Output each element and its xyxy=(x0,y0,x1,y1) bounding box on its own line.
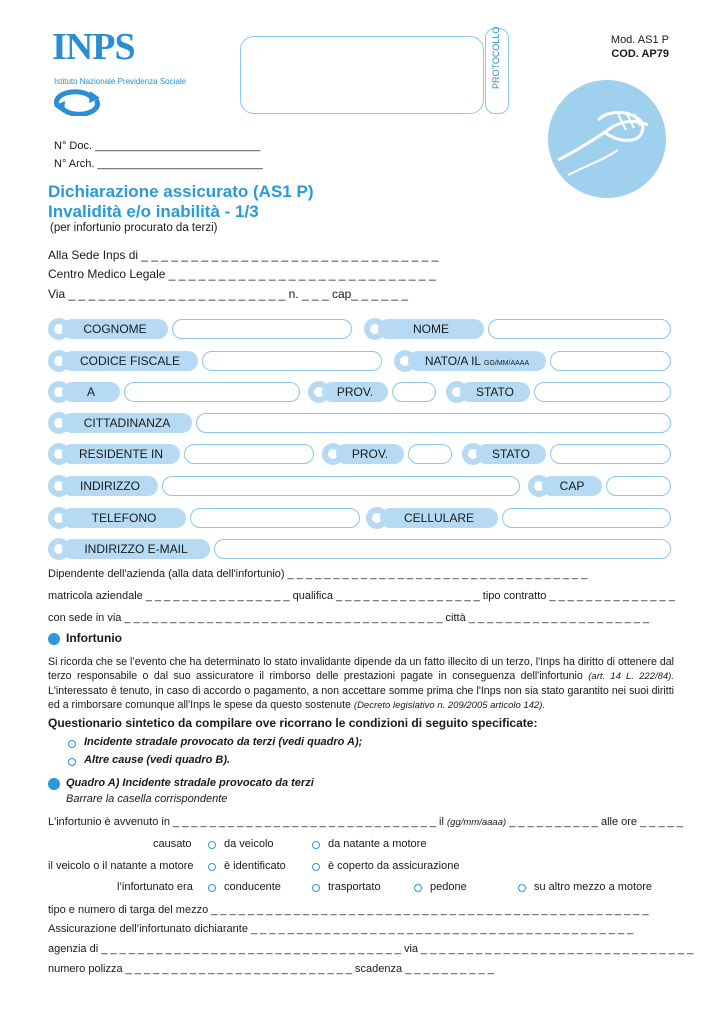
n-arch-field[interactable]: N° Arch. ___________________________ xyxy=(54,158,263,170)
email-input[interactable] xyxy=(214,539,671,559)
da-natante-label: da natante a motore xyxy=(328,838,427,850)
quadro-a-heading: Quadro A) Incidente stradale provocato da terzi xyxy=(66,777,314,789)
prov-residenza-label: PROV. xyxy=(336,444,404,464)
cognome-label: COGNOME xyxy=(62,319,168,339)
coperto-radio[interactable] xyxy=(312,863,320,871)
trasportato-label: trasportato xyxy=(328,881,381,893)
stato-nascita-input[interactable] xyxy=(534,382,671,402)
pedone-label: pedone xyxy=(430,881,467,893)
cognome-input[interactable] xyxy=(172,319,352,339)
quadro-a-sub: Barrare la casella corrispondente xyxy=(66,793,228,805)
luogo-nascita-label: A xyxy=(62,382,120,402)
infortunio-bullet-icon xyxy=(48,633,60,645)
email-label: INDIRIZZO E-MAIL xyxy=(62,539,210,559)
indirizzo-input[interactable] xyxy=(162,476,520,496)
nome-input[interactable] xyxy=(488,319,671,339)
da-veicolo-label: da veicolo xyxy=(224,838,274,850)
prov-nascita-input[interactable] xyxy=(392,382,436,402)
veicolo-natante-label: il veicolo o il natante a motore xyxy=(48,860,194,872)
mod-label: Mod. AS1 P xyxy=(610,34,669,46)
opt-b-label: Altre cause (vedi quadro B). xyxy=(84,754,231,766)
agenzia-field[interactable]: agenzia di _ _ _ _ _ _ _ _ _ _ _ _ _ _ _ _ _ _ _ _ _ _ _ _ _ _ _ _ _ _ _ _ _ via _ _ _ _ _ _ _ _ _ _ _ _ _ _ _ _ _ _ _ _ _ _ _ _ _ _ _ _ _ _ xyxy=(48,943,694,955)
telefono-label: TELEFONO xyxy=(62,508,186,528)
quadro-a-bullet-icon xyxy=(48,778,60,790)
conducente-radio[interactable] xyxy=(208,884,216,892)
page-subtitle: (per infortunio procurato da terzi) xyxy=(50,222,218,234)
polizza-field[interactable]: numero polizza _ _ _ _ _ _ _ _ _ _ _ _ _ _ _ _ _ _ _ _ _ _ _ _ _ scadenza _ _ _ _ _ _ _ _ _ _ xyxy=(48,963,494,975)
prov-residenza-input[interactable] xyxy=(408,444,452,464)
infortunio-paragraph: Si ricorda che se l’evento che ha determinato lo stato invalidante dipende da un fatto illecito di un terzo, l'Inps ha diritto di ottenere dal terzo responsabile o dal suo assicuratore il rimborso delle prestazioni pagate in conseguenza dell'infortunio (art. 14 L. 222/84). L'interessato è tenuto, in caso di accordo o pagamento, a non accettare somme prima che l'Inps non sia stato garantito nei suoi diritti ed a rimborsare comunque all'Inps le spese da questo sostenute (Decreto legislativo n. 209/2005 articolo 142). xyxy=(48,656,674,711)
nome-label: NOME xyxy=(378,319,484,339)
via-field[interactable]: Via _ _ _ _ _ _ _ _ _ _ _ _ _ _ _ _ _ _ _ _ _ _ n. _ _ _ cap_ _ _ _ _ _ xyxy=(48,287,409,301)
altro-mezzo-radio[interactable] xyxy=(518,884,526,892)
questionario-heading: Questionario sintetico da compilare ove ricorrano le condizioni di seguito specificate: xyxy=(48,716,538,730)
indirizzo-label: INDIRIZZO xyxy=(62,476,158,496)
dipendente-field[interactable]: Dipendente dell'azienda (alla data dell'infortunio) _ _ _ _ _ _ _ _ _ _ _ _ _ _ _ _ _ _ _ _ _ _ _ _ _ _ _ _ _ _ _ _ _ xyxy=(48,568,588,580)
centro-medico-field[interactable]: Centro Medico Legale _ _ _ _ _ _ _ _ _ _ _ _ _ _ _ _ _ _ _ _ _ _ _ _ _ _ _ xyxy=(48,267,436,281)
residente-input[interactable] xyxy=(184,444,314,464)
conducente-label: conducente xyxy=(224,881,281,893)
da-natante-radio[interactable] xyxy=(312,841,320,849)
da-veicolo-radio[interactable] xyxy=(208,841,216,849)
luogo-nascita-input[interactable] xyxy=(124,382,300,402)
cittadinanza-input[interactable] xyxy=(196,413,671,433)
codice-fiscale-label: CODICE FISCALE xyxy=(62,351,198,371)
cellulare-label: CELLULARE xyxy=(380,508,498,528)
handshake-illustration-icon xyxy=(548,80,666,198)
residente-label: RESIDENTE IN xyxy=(62,444,180,464)
stato-residenza-label: STATO xyxy=(476,444,546,464)
avvenuto-field[interactable]: L'infortunio è avvenuto in _ _ _ _ _ _ _ _ _ _ _ _ _ _ _ _ _ _ _ _ _ _ _ _ _ _ _ _ _ il (gg/mm/aaaa) _ _ _ _ _ _ _ _ _ _ alle ore _ _ _ _ _ xyxy=(48,816,683,828)
matricola-field[interactable]: matricola aziendale _ _ _ _ _ _ _ _ _ _ _ _ _ _ _ _ qualifica _ _ _ _ _ _ _ _ _ _ _ _ _ _ _ _ tipo contratto _ _ _ _ _ _ _ _ _ _ _ _ _ _ xyxy=(48,590,675,602)
page-title: Dichiarazione assicurato (AS1 P) Invalidità e/o inabilità - 1/3 xyxy=(48,182,314,221)
assicurazione-field[interactable]: Assicurazione dell’infortunato dichiarante _ _ _ _ _ _ _ _ _ _ _ _ _ _ _ _ _ _ _ _ _ _ _ _ _ _ _ _ _ _ _ _ _ _ _ _ _ _ _ _ _ _ xyxy=(48,923,634,935)
telefono-input[interactable] xyxy=(190,508,360,528)
sede-inps-field[interactable]: Alla Sede Inps di _ _ _ _ _ _ _ _ _ _ _ _ _ _ _ _ _ _ _ _ _ _ _ _ _ _ _ _ _ _ xyxy=(48,248,439,262)
codice-fiscale-input[interactable] xyxy=(202,351,382,371)
identificato-radio[interactable] xyxy=(208,863,216,871)
cellulare-input[interactable] xyxy=(502,508,671,528)
protocollo-box[interactable] xyxy=(240,36,484,114)
nato-il-label: NATO/A IL GG/MM/AAAA xyxy=(408,351,546,371)
protocollo-label: PROTOCOLLO xyxy=(491,26,501,89)
coperto-label: è coperto da assicurazione xyxy=(328,860,460,872)
cittadinanza-label: CITTADINANZA xyxy=(62,413,192,433)
nato-il-input[interactable] xyxy=(550,351,671,371)
opt-a-radio[interactable] xyxy=(68,740,76,748)
inps-logo: INPS xyxy=(52,26,135,68)
cap-label: CAP xyxy=(542,476,602,496)
infortunato-era-label: l’infortunato era xyxy=(117,881,193,893)
prov-nascita-label: PROV. xyxy=(322,382,388,402)
trasportato-radio[interactable] xyxy=(312,884,320,892)
opt-b-radio[interactable] xyxy=(68,758,76,766)
infortunio-heading: Infortunio xyxy=(66,631,122,645)
causato-label: causato xyxy=(153,838,192,850)
stato-nascita-label: STATO xyxy=(460,382,530,402)
opt-a-label: Incidente stradale provocato da terzi (vedi quadro A); xyxy=(84,736,363,748)
altro-mezzo-label: su altro mezzo a motore xyxy=(534,881,652,893)
sede-azienda-field[interactable]: con sede in via _ _ _ _ _ _ _ _ _ _ _ _ _ _ _ _ _ _ _ _ _ _ _ _ _ _ _ _ _ _ _ _ _ _ _ città _ _ _ _ _ _ _ _ _ _ _ _ _ _ _ _ _ _ _ _ xyxy=(48,612,650,624)
pedone-radio[interactable] xyxy=(414,884,422,892)
n-doc-field[interactable]: N° Doc. ___________________________ xyxy=(54,140,261,152)
targa-field[interactable]: tipo e numero di targa del mezzo _ _ _ _ _ _ _ _ _ _ _ _ _ _ _ _ _ _ _ _ _ _ _ _ _ _ _ _ _ _ _ _ _ _ _ _ _ _ _ _ _ _ _ _ _ _ _ _ xyxy=(48,904,649,916)
stato-residenza-input[interactable] xyxy=(550,444,671,464)
inps-logo-arrows-icon xyxy=(52,88,102,116)
inps-logo-subtitle: Istituto Nazionale Previdenza Sociale xyxy=(54,77,187,86)
identificato-label: è identificato xyxy=(224,860,286,872)
cod-label: COD. AP79 xyxy=(611,48,669,60)
cap-input[interactable] xyxy=(606,476,671,496)
